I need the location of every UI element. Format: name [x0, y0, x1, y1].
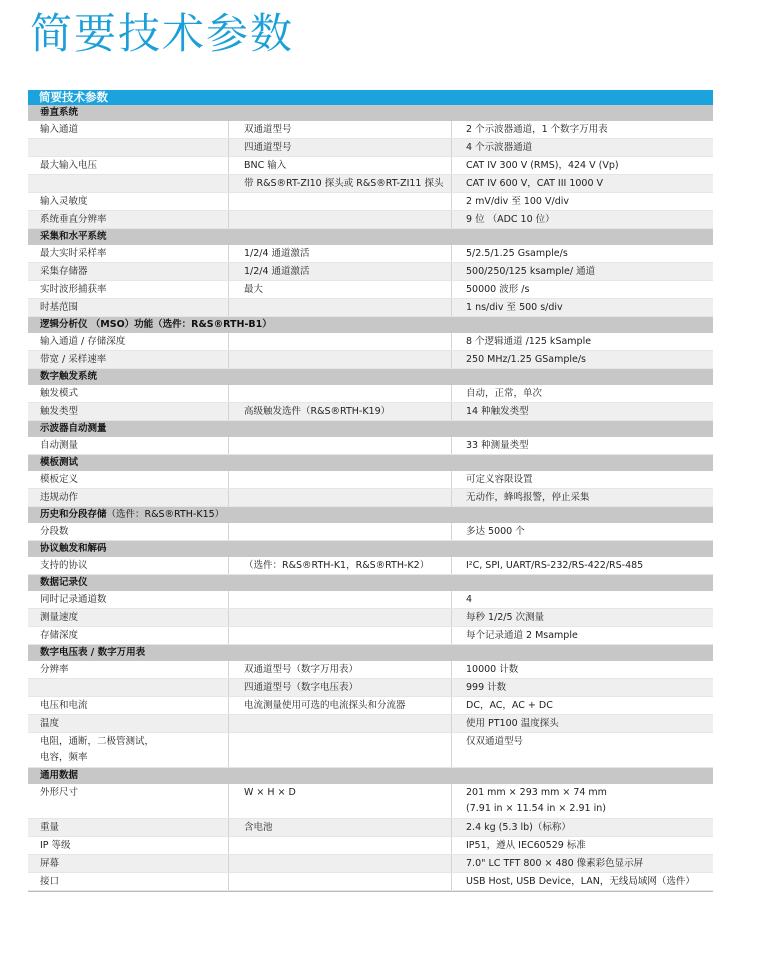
value-cell — [451, 523, 713, 540]
param-cell — [28, 697, 228, 714]
condition-cell — [228, 263, 451, 280]
condition-cell — [228, 733, 451, 767]
param-cell — [28, 489, 228, 506]
condition-cell — [228, 139, 451, 156]
c3-text: 仅双通道型号 — [466, 736, 524, 747]
c1-text: 重量 — [40, 822, 60, 833]
c1-text: 触发模式 — [40, 388, 79, 399]
table-row — [28, 193, 713, 211]
condition-cell — [228, 157, 451, 174]
table-row — [28, 873, 713, 891]
c2-text: W × H × D — [244, 787, 296, 798]
c1-text: 带宽 / 采样速率 — [40, 354, 107, 365]
table-row — [28, 385, 713, 403]
c3-text: 14 种触发类型 — [466, 406, 529, 417]
value-cell — [451, 211, 713, 228]
param-cell — [28, 661, 228, 678]
table-row — [28, 157, 713, 175]
value-cell — [451, 263, 713, 280]
table-row — [28, 715, 713, 733]
section-title: 数据记录仪 — [40, 577, 88, 588]
condition-cell — [228, 715, 451, 732]
table-row — [28, 471, 713, 489]
value-cell — [451, 855, 713, 872]
c3-text: CAT IV 300 V (RMS)，424 V (Vp) — [466, 160, 619, 171]
c3-text: 999 计数 — [466, 682, 507, 693]
c1-text: 输入通道 / 存储深度 — [40, 336, 126, 347]
value-cell — [451, 139, 713, 156]
value-cell — [451, 489, 713, 506]
c1-text: 分辨率 — [40, 664, 69, 675]
condition-cell — [228, 437, 451, 454]
c3-text: 2.4 kg (5.3 lb)（标称） — [466, 822, 571, 833]
c1-text: 最大输入电压 — [40, 160, 98, 171]
param-cell — [28, 855, 228, 872]
param-cell — [28, 351, 228, 368]
value-cell — [451, 245, 713, 262]
table-body — [28, 105, 713, 891]
c3-text: 4 — [466, 594, 473, 605]
condition-cell — [228, 121, 451, 138]
table-row — [28, 784, 713, 819]
section-header — [28, 541, 713, 557]
section-header — [28, 768, 713, 784]
c2-text: 1/2/4 通道激活 — [244, 248, 310, 259]
c3-text: 可定义容限设置 — [466, 474, 533, 485]
condition-cell — [228, 245, 451, 262]
param-cell — [28, 193, 228, 210]
c2-text: 四通道型号 — [244, 142, 292, 153]
table-row — [28, 281, 713, 299]
param-cell — [28, 873, 228, 890]
param-cell — [28, 211, 228, 228]
section-title: 协议触发和解码 — [40, 543, 107, 554]
section-header — [28, 421, 713, 437]
table-row — [28, 855, 713, 873]
table-row — [28, 139, 713, 157]
param-cell — [28, 784, 228, 818]
param-cell — [28, 733, 228, 767]
section-header — [28, 455, 713, 471]
c3-text: 500/250/125 ksample/ 通道 — [466, 266, 596, 277]
table-header: 简要技术参数 — [28, 90, 713, 105]
c2-text: 四通道型号（数字电压表） — [244, 682, 359, 693]
section-header — [28, 105, 713, 121]
c2-text: 最大 — [244, 284, 264, 295]
c3-text: 5/2.5/1.25 Gsample/s — [466, 248, 568, 259]
value-cell — [451, 627, 713, 644]
table-row — [28, 609, 713, 627]
section-header — [28, 369, 713, 385]
param-cell — [28, 333, 228, 350]
param-cell — [28, 557, 228, 574]
c1-text: 采集存储器 — [40, 266, 88, 277]
condition-cell — [228, 557, 451, 574]
c3-text: 50000 波形 /s — [466, 284, 530, 295]
c3-text: 多达 5000 个 — [466, 526, 525, 537]
c3-text: 8 个逻辑通道 /125 kSample — [466, 336, 592, 347]
table-row — [28, 437, 713, 455]
c2-text: 带 R&S®RT-ZI10 探头或 R&S®RT-ZI11 探头 — [244, 178, 444, 189]
table-row — [28, 245, 713, 263]
table-row — [28, 591, 713, 609]
section-title: 通用数据 — [40, 770, 79, 781]
table-row — [28, 733, 713, 768]
c1-text: 外形尺寸 — [40, 787, 79, 798]
param-cell — [28, 281, 228, 298]
c1-text: 温度 — [40, 718, 60, 729]
table-row — [28, 819, 713, 837]
param-cell — [28, 263, 228, 280]
section-note: （选件：R&S®RTH-K15） — [106, 509, 225, 520]
c3-text-2: (7.91 in × 11.54 in × 2.91 in) — [466, 803, 606, 814]
c3-text: I²C, SPI, UART/RS-232/RS-422/RS-485 — [466, 560, 644, 571]
section-title: 数字电压表 / 数字万用表 — [40, 647, 146, 658]
c1-text: 存储深度 — [40, 630, 79, 641]
param-cell — [28, 627, 228, 644]
param-cell — [28, 245, 228, 262]
value-cell — [451, 591, 713, 608]
section-title: 历史和分段存储 — [40, 509, 107, 520]
c1-text: 输入通道 — [40, 124, 79, 135]
section-title: 逻辑分析仪 （MSO）功能（选件：R&S®RTH-B1） — [40, 319, 272, 330]
table-row — [28, 175, 713, 193]
c3-text: USB Host, USB Device，LAN，无线局域网（选件） — [466, 876, 695, 887]
param-cell — [28, 385, 228, 402]
section-title: 示波器自动测量 — [40, 423, 107, 434]
condition-cell — [228, 489, 451, 506]
condition-cell — [228, 784, 451, 818]
param-cell — [28, 591, 228, 608]
value-cell — [451, 697, 713, 714]
c3-text: 自动，正常，单次 — [466, 388, 543, 399]
param-cell — [28, 157, 228, 174]
value-cell — [451, 784, 713, 818]
value-cell — [451, 193, 713, 210]
value-cell — [451, 557, 713, 574]
c3-text: CAT IV 600 V，CAT III 1000 V — [466, 178, 604, 189]
c2-text: 双通道型号（数字万用表） — [244, 664, 359, 675]
condition-cell — [228, 609, 451, 626]
c2-text: BNC 输入 — [244, 160, 287, 171]
section-title: 垂直系统 — [40, 107, 79, 118]
value-cell — [451, 679, 713, 696]
condition-cell — [228, 281, 451, 298]
value-cell — [451, 333, 713, 350]
table-row — [28, 121, 713, 139]
c1-text: 最大实时采样率 — [40, 248, 107, 259]
value-cell — [451, 661, 713, 678]
section-header — [28, 507, 713, 523]
c1-text: 输入灵敏度 — [40, 196, 88, 207]
condition-cell — [228, 837, 451, 854]
condition-cell — [228, 873, 451, 890]
table-row — [28, 403, 713, 421]
c1-text: 同时记录通道数 — [40, 594, 107, 605]
table-row — [28, 489, 713, 507]
param-cell — [28, 139, 228, 156]
condition-cell — [228, 385, 451, 402]
value-cell — [451, 437, 713, 454]
c3-text: 2 个示波器通道，1 个数字万用表 — [466, 124, 608, 135]
c3-text: 无动作，蜂鸣报警，停止采集 — [466, 492, 590, 503]
c2-text: （选件：R&S®RTH-K1，R&S®RTH-K2） — [244, 560, 430, 571]
spec-table — [28, 90, 713, 892]
table-row — [28, 837, 713, 855]
condition-cell — [228, 333, 451, 350]
section-title: 数字触发系统 — [40, 371, 98, 382]
c3-text: 250 MHz/1.25 GSample/s — [466, 354, 586, 365]
c1-text: 电阻，通断，二极管测试， — [40, 736, 155, 747]
condition-cell — [228, 661, 451, 678]
param-cell — [28, 819, 228, 836]
value-cell — [451, 157, 713, 174]
value-cell — [451, 281, 713, 298]
c3-text: 每个记录通道 2 Msample — [466, 630, 578, 641]
c1-text-2: 电容，频率 — [40, 752, 88, 763]
c1-text: 自动测量 — [40, 440, 79, 451]
condition-cell — [228, 175, 451, 192]
param-cell — [28, 121, 228, 138]
c2-text: 1/2/4 通道激活 — [244, 266, 310, 277]
table-row — [28, 211, 713, 229]
c3-text: 10000 计数 — [466, 664, 519, 675]
c1-text: 测量速度 — [40, 612, 79, 623]
param-cell — [28, 679, 228, 696]
c1-text: IP 等级 — [40, 840, 71, 851]
c3-text: 9 位 （ADC 10 位） — [466, 214, 555, 225]
table-row — [28, 523, 713, 541]
value-cell — [451, 873, 713, 890]
c1-text: 屏幕 — [40, 858, 60, 869]
condition-cell — [228, 819, 451, 836]
condition-cell — [228, 471, 451, 488]
condition-cell — [228, 403, 451, 420]
value-cell — [451, 121, 713, 138]
value-cell — [451, 733, 713, 767]
param-cell — [28, 175, 228, 192]
condition-cell — [228, 591, 451, 608]
c2-text: 电流测量使用可选的电流探头和分流器 — [244, 700, 406, 711]
c3-text: 使用 PT100 温度探头 — [466, 718, 559, 729]
c3-text: 1 ns/div 至 500 s/div — [466, 302, 563, 313]
c3-text: 每秒 1/2/5 次测量 — [466, 612, 545, 623]
c1-text: 违规动作 — [40, 492, 79, 503]
param-cell — [28, 609, 228, 626]
c2-text: 含电池 — [244, 822, 273, 833]
c1-text: 电压和电流 — [40, 700, 88, 711]
condition-cell — [228, 627, 451, 644]
condition-cell — [228, 193, 451, 210]
value-cell — [451, 471, 713, 488]
param-cell — [28, 471, 228, 488]
value-cell — [451, 385, 713, 402]
value-cell — [451, 403, 713, 420]
value-cell — [451, 609, 713, 626]
c1-text: 接口 — [40, 876, 60, 887]
param-cell — [28, 437, 228, 454]
table-row — [28, 557, 713, 575]
c3-text: 7.0" LC TFT 800 × 480 像素彩色显示屏 — [466, 858, 644, 869]
c1-text: 实时波形捕获率 — [40, 284, 107, 295]
condition-cell — [228, 855, 451, 872]
value-cell — [451, 837, 713, 854]
c3-text: 201 mm × 293 mm × 74 mm — [466, 787, 607, 798]
condition-cell — [228, 679, 451, 696]
table-row — [28, 351, 713, 369]
c3-text: 2 mV/div 至 100 V/div — [466, 196, 569, 207]
condition-cell — [228, 299, 451, 316]
section-title: 模板测试 — [40, 457, 79, 468]
table-row — [28, 697, 713, 715]
condition-cell — [228, 351, 451, 368]
table-row — [28, 263, 713, 281]
c3-text: 33 种测量类型 — [466, 440, 529, 451]
table-row — [28, 661, 713, 679]
table-row — [28, 333, 713, 351]
value-cell — [451, 351, 713, 368]
c2-text: 双通道型号 — [244, 124, 292, 135]
param-cell — [28, 715, 228, 732]
section-header — [28, 229, 713, 245]
c1-text: 系统垂直分辨率 — [40, 214, 107, 225]
c2-text: 高级触发选件（R&S®RTH-K19） — [244, 406, 391, 417]
table-row — [28, 627, 713, 645]
condition-cell — [228, 211, 451, 228]
condition-cell — [228, 523, 451, 540]
table-row — [28, 299, 713, 317]
c3-text: IP51，遵从 IEC60529 标准 — [466, 840, 586, 851]
c1-text: 时基范围 — [40, 302, 79, 313]
value-cell — [451, 299, 713, 316]
section-header — [28, 317, 713, 333]
param-cell — [28, 523, 228, 540]
c1-text: 模板定义 — [40, 474, 79, 485]
value-cell — [451, 175, 713, 192]
param-cell — [28, 403, 228, 420]
c1-text: 支持的协议 — [40, 560, 88, 571]
param-cell — [28, 299, 228, 316]
c3-text: 4 个示波器通道 — [466, 142, 533, 153]
condition-cell — [228, 697, 451, 714]
value-cell — [451, 715, 713, 732]
c1-text: 分段数 — [40, 526, 69, 537]
value-cell — [451, 819, 713, 836]
section-title: 采集和水平系统 — [40, 231, 107, 242]
c3-text: DC，AC，AC + DC — [466, 700, 553, 711]
table-row — [28, 679, 713, 697]
section-header — [28, 645, 713, 661]
page-title: 简要技术参数 — [30, 9, 295, 58]
c1-text: 触发类型 — [40, 406, 79, 417]
param-cell — [28, 837, 228, 854]
section-header — [28, 575, 713, 591]
